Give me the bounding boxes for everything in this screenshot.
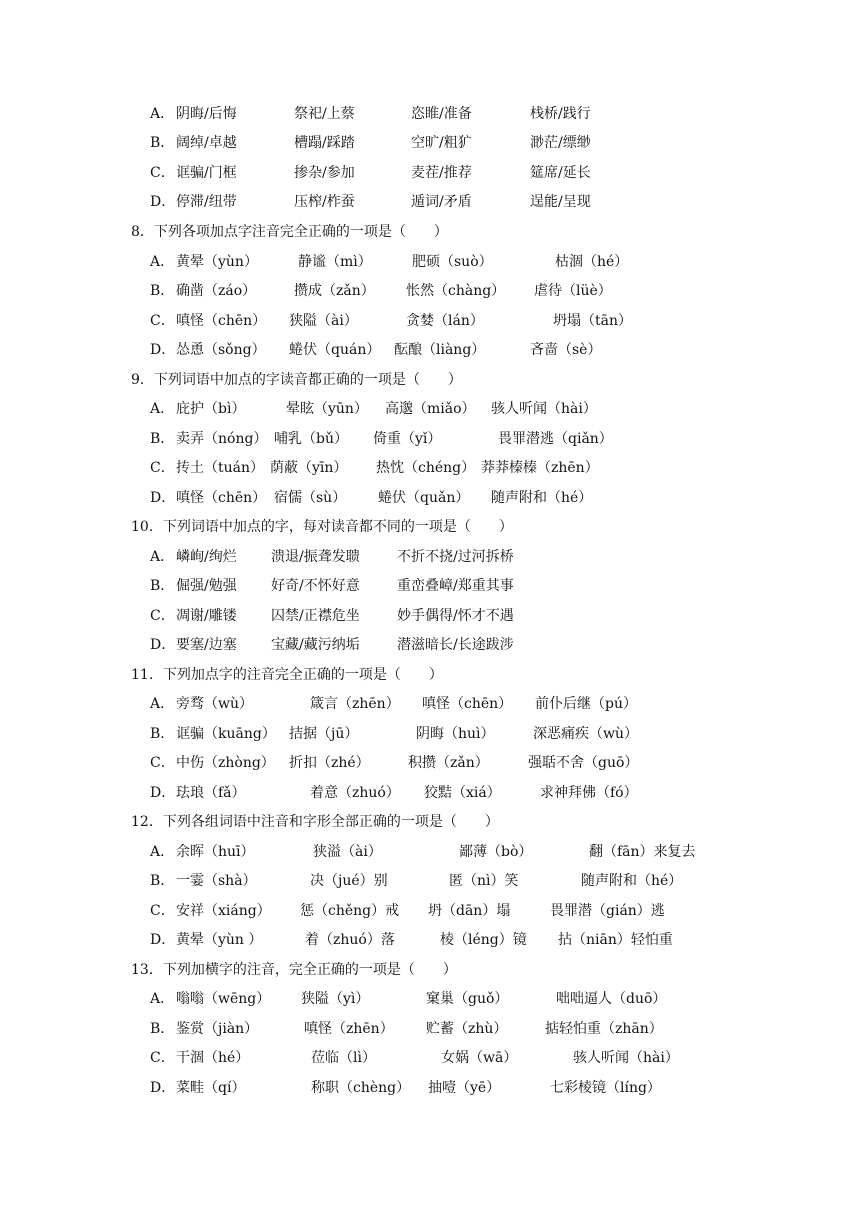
option-item: 随声附和（hé） [581, 873, 683, 889]
option-item: 怅然（chàng） [406, 283, 506, 299]
option-label: C． [150, 313, 175, 329]
option-item: 嗔怪（chēn） [176, 490, 267, 506]
option-item: 遁词/矛盾 [411, 194, 472, 210]
option-item: 筵席/延长 [530, 165, 591, 181]
option-item: 诓骗/门框 [176, 165, 237, 181]
option-item: 安祥（xiáng） [176, 903, 271, 919]
question-stem: 9．下列词语中加点的字读音都正确的一项是（ ） [131, 372, 462, 388]
option-item: 囚禁/正襟危坐 [271, 608, 360, 624]
option-item: 要塞/边塞 [176, 637, 237, 653]
option-item: 栈桥/践行 [530, 106, 591, 122]
option-item: 贮蓄（zhù） [426, 1021, 508, 1037]
option-label: A． [150, 844, 175, 860]
option-label: D． [150, 1080, 176, 1096]
option-item: 怂恿（sǒng） [176, 342, 266, 358]
option-item: 宿儒（sù） [274, 490, 347, 506]
option-item: 凋谢/雕镂 [176, 608, 237, 624]
option-label: D． [150, 490, 176, 506]
question-stem: 10．下列词语中加点的字，每对读音都不同的一项是（ ） [131, 519, 513, 535]
option-item: 积攒（zǎn） [408, 755, 489, 771]
option-item: 掂轻怕重（zhān） [545, 1021, 663, 1037]
option-item: 肥硕（suò） [412, 254, 493, 270]
option-item: 荫蔽（yīn） [270, 460, 348, 476]
option-label: B． [150, 1021, 175, 1037]
option-item: 鄙薄（bò） [459, 844, 533, 860]
option-label: D． [150, 194, 176, 210]
option-item: 掺杂/参加 [294, 165, 355, 181]
option-item: 重峦叠嶂/郑重其事 [397, 578, 514, 594]
option-label: B． [150, 578, 175, 594]
option-item: 拈（niān）轻怕重 [558, 932, 673, 948]
option-item: 前仆后继（pú） [535, 696, 637, 712]
question-stem: 11．下列加点字的注音完全正确的一项是（ ） [131, 667, 443, 683]
option-label: D． [150, 342, 176, 358]
option-item: 菜畦（qí） [176, 1080, 246, 1096]
option-item: 狡黠（xiá） [424, 785, 501, 801]
option-item: 阔绰/卓越 [176, 135, 237, 151]
option-item: 溃退/振聋发聩 [271, 549, 360, 565]
option-item: 畏罪潜（gián）逃 [550, 903, 665, 919]
option-item: 骇人听闻（hài） [573, 1050, 679, 1066]
option-item: 咄咄逼人（duō） [556, 991, 667, 1007]
option-item: 深恶痛疾（wù） [533, 726, 638, 742]
option-item: 珐琅（fǎ） [176, 785, 246, 801]
option-item: 狭隘（ài） [289, 313, 358, 329]
option-item: 一霎（shà） [176, 873, 257, 889]
option-item: 阴晦（huì） [416, 726, 495, 742]
option-item: 骇人听闻（hài） [491, 401, 597, 417]
option-item: 虐待（lüè） [534, 283, 612, 299]
option-label: C． [150, 608, 175, 624]
option-item: 空旷/粗犷 [411, 135, 472, 151]
option-item: 好奇/不怀好意 [271, 578, 360, 594]
option-item: 旁骛（wù） [176, 696, 253, 712]
option-item: 折扣（zhé） [289, 755, 370, 771]
option-item: 坍（dān）塌 [428, 903, 511, 919]
option-item: 阴晦/后悔 [176, 106, 237, 122]
option-item: 拮据（jū） [289, 726, 359, 742]
option-label: A． [150, 696, 175, 712]
option-label: D． [150, 932, 176, 948]
option-item: 卖弄（nóng） [176, 431, 268, 447]
option-label: C． [150, 460, 175, 476]
option-label: C． [150, 165, 175, 181]
option-item: 嗔怪（chēn） [176, 313, 267, 329]
option-item: 棱（léng）镜 [440, 932, 527, 948]
question-stem: 13．下列加横字的注音，完全正确的一项是（ ） [131, 962, 457, 978]
option-label: A． [150, 549, 175, 565]
option-item: 抟土（tuán） [176, 460, 265, 476]
option-item: 着意（zhuó） [310, 785, 400, 801]
option-item: 黄晕（yùn） [176, 254, 258, 270]
option-item: 压榨/柞蚕 [294, 194, 355, 210]
option-item: 确凿（záo） [176, 283, 257, 299]
option-item: 枯涸（hé） [555, 254, 629, 270]
option-item: 祭祀/上蔡 [294, 106, 355, 122]
option-item: 蜷伏（quán） [289, 342, 381, 358]
option-label: D． [150, 785, 176, 801]
option-item: 畏罪潜逃（qiǎn） [498, 431, 613, 447]
option-item: 女娲（wā） [441, 1050, 518, 1066]
question-stem: 8．下列各项加点字注音完全正确的一项是（ ） [131, 224, 448, 240]
option-item: 决（jué）别 [310, 873, 388, 889]
option-label: D． [150, 637, 176, 653]
option-item: 余晖（huī） [176, 844, 255, 860]
option-item: 渺茫/缥缈 [530, 135, 591, 151]
option-item: 停滞/纽带 [176, 194, 237, 210]
option-item: 宝藏/藏污纳垢 [271, 637, 360, 653]
option-label: C． [150, 903, 175, 919]
option-item: 攒成（zǎn） [294, 283, 375, 299]
option-item: 求神拜佛（fó） [540, 785, 638, 801]
option-label: B． [150, 135, 175, 151]
option-label: A． [150, 254, 175, 270]
option-item: 箴言（zhēn） [310, 696, 400, 712]
option-item: 潜滋暗长/长途跋涉 [397, 637, 514, 653]
option-item: 称职（chèng） [311, 1080, 411, 1096]
option-item: 哺乳（bǔ） [274, 431, 348, 447]
option-item: 窠巢（guǒ） [426, 991, 509, 1007]
option-item: 干涸（hé） [176, 1050, 250, 1066]
option-item: 着（zhuó）落 [305, 932, 395, 948]
option-item: 不折不挠/过河拆桥 [397, 549, 514, 565]
option-item: 强聒不舍（guō） [528, 755, 639, 771]
option-item: 高邈（miǎo） [385, 401, 476, 417]
question-stem: 12．下列各组词语中注音和字形全部正确的一项是（ ） [131, 814, 499, 830]
option-item: 七彩棱镜（líng） [550, 1080, 661, 1096]
option-item: 随声附和（hé） [491, 490, 593, 506]
option-label: B． [150, 283, 175, 299]
option-item: 酝酿（liàng） [394, 342, 486, 358]
option-item: 嗡嗡（wēng） [176, 991, 271, 1007]
option-label: B． [150, 431, 175, 447]
option-item: 嗔怪（zhēn） [304, 1021, 394, 1037]
option-label: B． [150, 726, 175, 742]
option-item: 嶙峋/绚烂 [176, 549, 237, 565]
option-item: 鉴赏（jiàn） [176, 1021, 259, 1037]
option-item: 黄晕（yùn ） [176, 932, 263, 948]
option-item: 狭隘（yì） [301, 991, 370, 1007]
option-item: 坍塌（tān） [553, 313, 632, 329]
option-item: 翻（fān）来复去 [589, 844, 696, 860]
option-item: 中伤（zhòng） [176, 755, 275, 771]
option-item: 倔强/勉强 [176, 578, 237, 594]
option-item: 匿（nì）笑 [449, 873, 519, 889]
option-item: 热忱（chéng） [376, 460, 476, 476]
option-item: 狭溢（ài） [313, 844, 382, 860]
option-item: 吝啬（sè） [530, 342, 602, 358]
option-item: 庇护（bì） [176, 401, 246, 417]
option-item: 静谧（mì） [298, 254, 372, 270]
option-item: 逞能/呈现 [530, 194, 591, 210]
option-item: 蜷伏（quǎn） [378, 490, 470, 506]
option-item: 嗔怪（chēn） [422, 696, 513, 712]
option-item: 抽噎（yē） [428, 1080, 501, 1096]
option-label: A． [150, 401, 175, 417]
option-label: C． [150, 1050, 175, 1066]
option-item: 莅临（lì） [311, 1050, 376, 1066]
option-item: 诓骗（kuāng） [176, 726, 276, 742]
option-label: A． [150, 991, 175, 1007]
option-item: 槽蹋/踩踏 [294, 135, 355, 151]
option-item: 惩（chěng）戒 [300, 903, 400, 919]
option-label: B． [150, 873, 175, 889]
option-label: C． [150, 755, 175, 771]
option-item: 恣睢/准备 [411, 106, 472, 122]
option-label: A． [150, 106, 175, 122]
option-item: 贪婪（lán） [406, 313, 484, 329]
option-item: 莽莽榛榛（zhēn） [481, 460, 599, 476]
option-item: 妙手偶得/怀才不遇 [397, 608, 514, 624]
option-item: 麦茬/推荐 [411, 165, 472, 181]
option-item: 倚重（yǐ） [373, 431, 442, 447]
option-item: 晕眩（yūn） [286, 401, 368, 417]
